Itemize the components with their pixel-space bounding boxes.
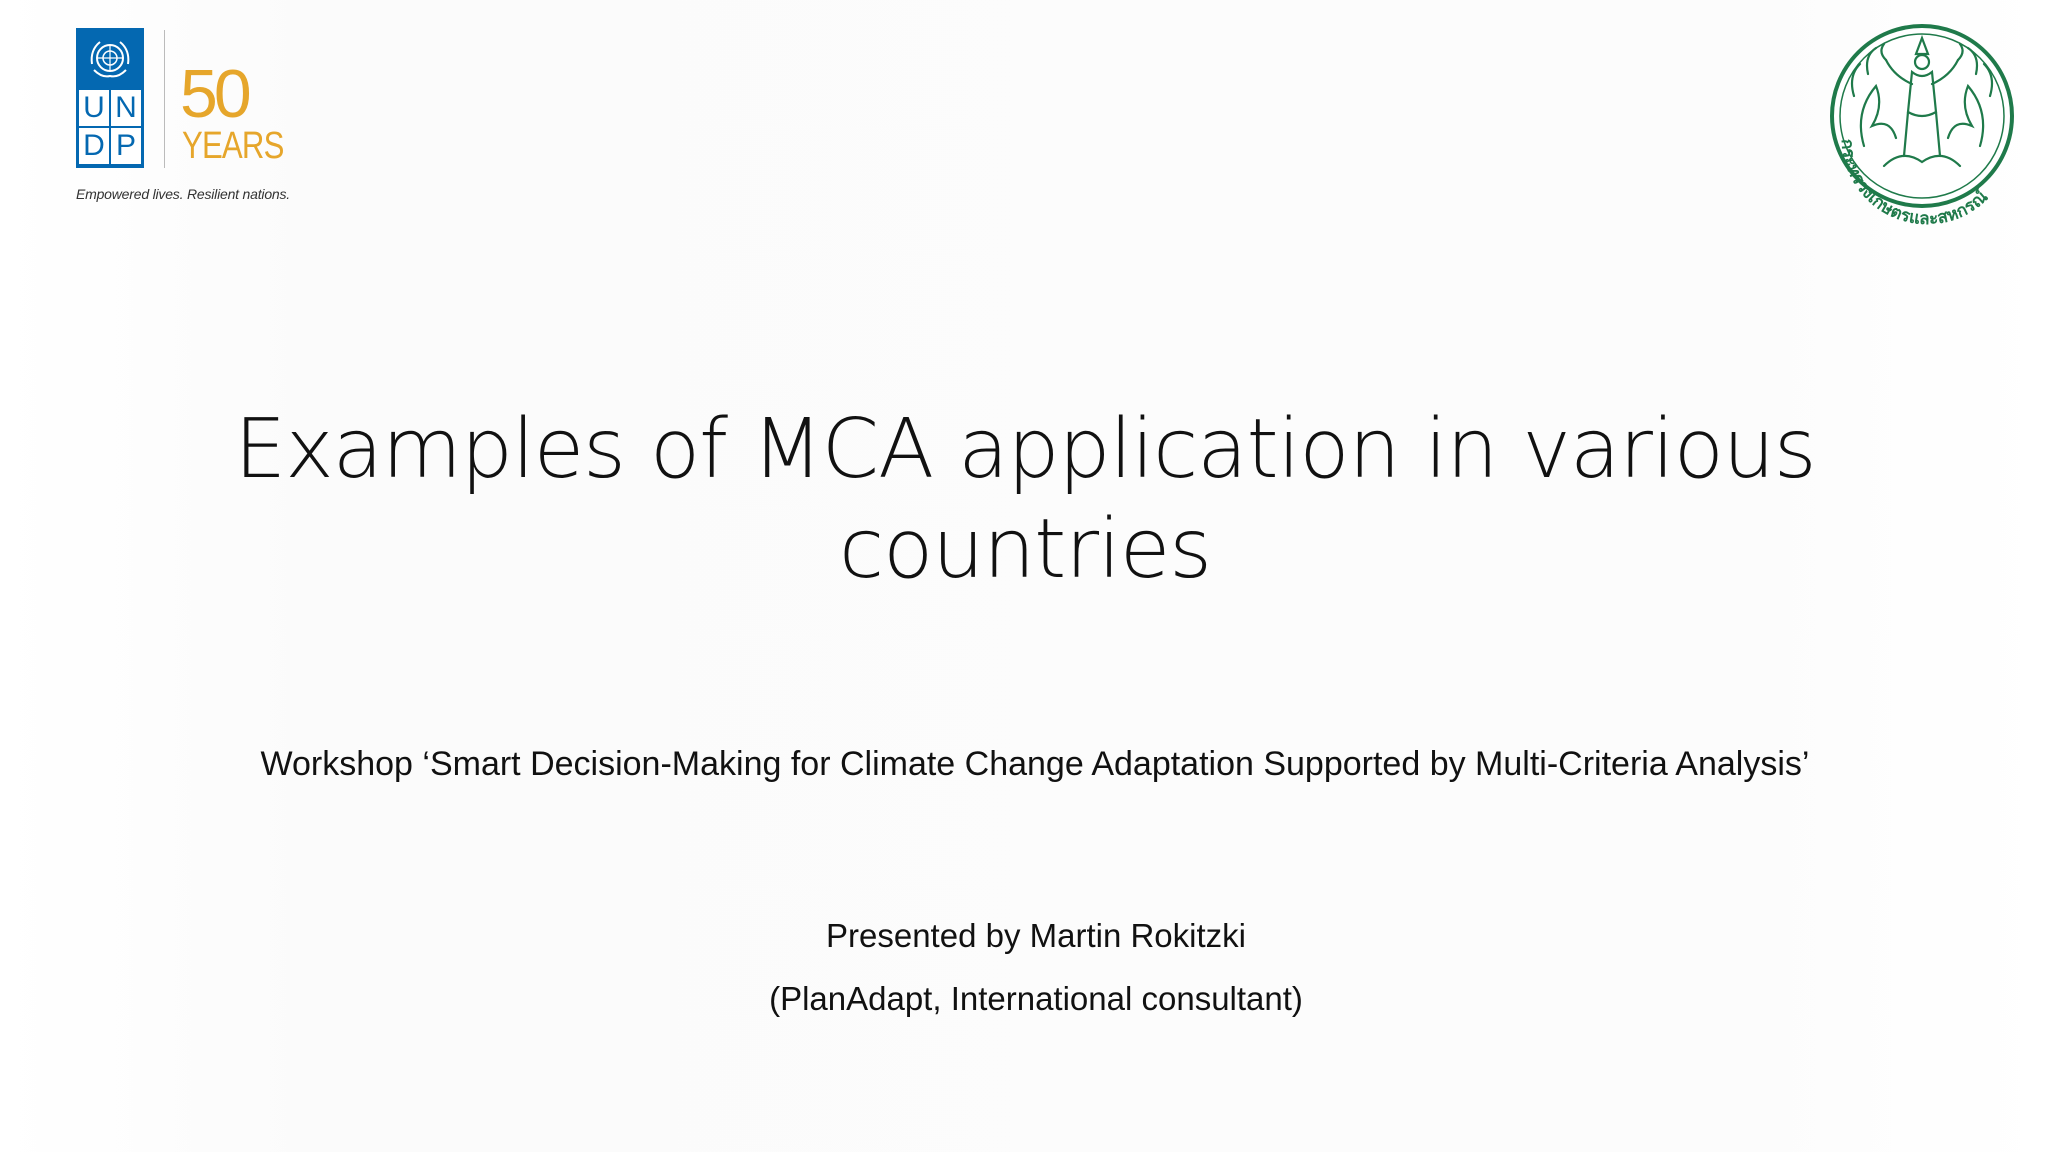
workshop-subtitle: Workshop ‘Smart Decision-Making for Climate Change Adaptation Supported by Multi-Criteria Analysis’ (260, 745, 1810, 783)
anniversary-number: 50 (180, 56, 248, 132)
undp-50-years-logo (76, 28, 296, 208)
logo-divider (164, 30, 165, 168)
presenter-line: Presented by Martin Rokitzki (826, 917, 1246, 954)
undp-letter-n: N (111, 90, 141, 126)
ministry-seal-logo (1824, 16, 2024, 226)
undp-letter-d: D (79, 128, 109, 164)
undp-letter-p: P (111, 128, 141, 164)
ministry-seal-text: กระทรวงเกษตรและสหกรณ์ (1836, 138, 1992, 226)
anniversary-word: YEARS (182, 125, 284, 167)
undp-logo-box (76, 28, 144, 168)
undp-letter-u: U (79, 90, 109, 126)
undp-tagline: Empowered lives. Resilient nations. (76, 186, 290, 202)
un-emblem-icon (82, 34, 138, 84)
presenter-affiliation: (PlanAdapt, International consultant) (769, 980, 1303, 1017)
slide-title: Examples of MCA application in various countries (234, 402, 1816, 597)
